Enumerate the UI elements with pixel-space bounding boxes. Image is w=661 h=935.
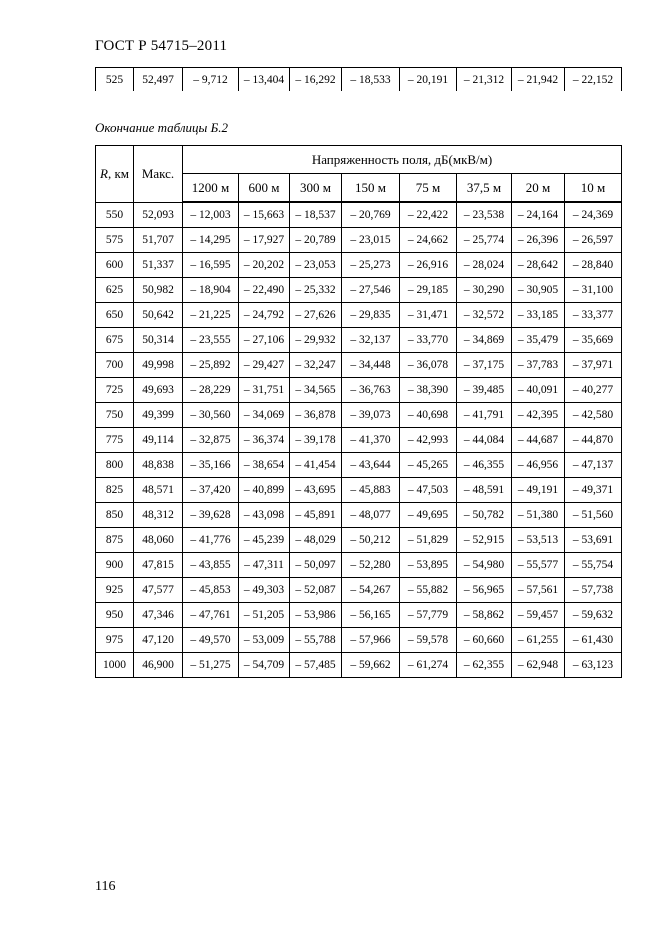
table-cell: 47,346 bbox=[134, 603, 183, 628]
table-cell: 48,571 bbox=[134, 478, 183, 503]
table-cell: 725 bbox=[96, 378, 134, 403]
table-cell: 975 bbox=[96, 628, 134, 653]
table-cell: – 22,152 bbox=[565, 68, 622, 92]
table-cell: – 16,595 bbox=[183, 253, 239, 278]
table-cell: – 59,457 bbox=[512, 603, 565, 628]
table-cell: – 48,077 bbox=[342, 503, 400, 528]
table-cell: – 39,628 bbox=[183, 503, 239, 528]
table-row bbox=[96, 303, 622, 328]
table-cell: 47,577 bbox=[134, 578, 183, 603]
table-cell: – 53,513 bbox=[512, 528, 565, 553]
table-cell: – 29,185 bbox=[400, 278, 457, 303]
table-row bbox=[96, 278, 622, 303]
table-cell: – 48,591 bbox=[457, 478, 512, 503]
table-cell: – 26,396 bbox=[512, 228, 565, 253]
table-cell: – 52,280 bbox=[342, 553, 400, 578]
table-cell: – 50,782 bbox=[457, 503, 512, 528]
table-cell: 46,900 bbox=[134, 653, 183, 678]
column-header-max: Макс. bbox=[134, 146, 183, 203]
table-cell: – 61,255 bbox=[512, 628, 565, 653]
page-number: 116 bbox=[95, 879, 116, 894]
table-cell: – 20,191 bbox=[400, 68, 457, 92]
table-cell: – 57,485 bbox=[290, 653, 342, 678]
table-cell: – 49,191 bbox=[512, 478, 565, 503]
table-cell: – 55,788 bbox=[290, 628, 342, 653]
table-cell: – 21,312 bbox=[457, 68, 512, 92]
table-cell: – 34,869 bbox=[457, 328, 512, 353]
table-row bbox=[96, 528, 622, 553]
table-cell: – 39,485 bbox=[457, 378, 512, 403]
table-cell: – 37,175 bbox=[457, 353, 512, 378]
table-cell: 47,815 bbox=[134, 553, 183, 578]
table-cell: 1000 bbox=[96, 653, 134, 678]
table-cell: – 44,870 bbox=[565, 428, 622, 453]
table-cell: – 51,205 bbox=[239, 603, 290, 628]
table-cell: – 36,878 bbox=[290, 403, 342, 428]
table-cell: – 32,247 bbox=[290, 353, 342, 378]
table-cell: 52,093 bbox=[134, 202, 183, 228]
table-cell: 675 bbox=[96, 328, 134, 353]
table-cell: – 59,578 bbox=[400, 628, 457, 653]
table-cell: 49,693 bbox=[134, 378, 183, 403]
table-cell: – 49,695 bbox=[400, 503, 457, 528]
table-cell: 650 bbox=[96, 303, 134, 328]
column-header-distance-r: R, км bbox=[96, 146, 134, 203]
table-cell: – 45,883 bbox=[342, 478, 400, 503]
table-cell: – 55,882 bbox=[400, 578, 457, 603]
table-cell: – 49,570 bbox=[183, 628, 239, 653]
table-cell: – 48,029 bbox=[290, 528, 342, 553]
table-cell: – 39,178 bbox=[290, 428, 342, 453]
table-cell: – 53,009 bbox=[239, 628, 290, 653]
column-header-distance: 75 м bbox=[400, 174, 457, 203]
table-cell: – 57,779 bbox=[400, 603, 457, 628]
table-cell: – 43,855 bbox=[183, 553, 239, 578]
table-cell: 49,998 bbox=[134, 353, 183, 378]
table-cell: 49,114 bbox=[134, 428, 183, 453]
table-cell: – 50,212 bbox=[342, 528, 400, 553]
column-header-distance: 600 м bbox=[239, 174, 290, 203]
table-cell: 700 bbox=[96, 353, 134, 378]
table-cell: 900 bbox=[96, 553, 134, 578]
table-cell: – 39,073 bbox=[342, 403, 400, 428]
table-cell: – 58,862 bbox=[457, 603, 512, 628]
table-cell: – 41,454 bbox=[290, 453, 342, 478]
table-cell: – 36,763 bbox=[342, 378, 400, 403]
table-cell: – 27,626 bbox=[290, 303, 342, 328]
table-cell: 950 bbox=[96, 603, 134, 628]
table-cell: – 53,895 bbox=[400, 553, 457, 578]
table-cell: – 57,738 bbox=[565, 578, 622, 603]
table-cell: 49,399 bbox=[134, 403, 183, 428]
table-cell: – 41,791 bbox=[457, 403, 512, 428]
table-cell: 50,314 bbox=[134, 328, 183, 353]
column-header-distance: 150 м bbox=[342, 174, 400, 203]
column-header-distance: 20 м bbox=[512, 174, 565, 203]
table-cell: – 30,290 bbox=[457, 278, 512, 303]
table-cell: – 23,555 bbox=[183, 328, 239, 353]
table-cell: – 47,137 bbox=[565, 453, 622, 478]
table-cell: – 51,275 bbox=[183, 653, 239, 678]
column-header-distance: 37,5 м bbox=[457, 174, 512, 203]
table-cell: – 36,078 bbox=[400, 353, 457, 378]
table-cell: – 33,377 bbox=[565, 303, 622, 328]
column-header-distance: 10 м bbox=[565, 174, 622, 203]
table-cell: 48,060 bbox=[134, 528, 183, 553]
table-cell: – 40,277 bbox=[565, 378, 622, 403]
table-cell: – 18,537 bbox=[290, 202, 342, 228]
table-cell: – 40,899 bbox=[239, 478, 290, 503]
table-cell: – 21,942 bbox=[512, 68, 565, 92]
table-cell: – 21,225 bbox=[183, 303, 239, 328]
table-cell: – 34,069 bbox=[239, 403, 290, 428]
table-row bbox=[96, 478, 622, 503]
table-cell: – 23,015 bbox=[342, 228, 400, 253]
table-cell: – 56,165 bbox=[342, 603, 400, 628]
table-cell: – 53,986 bbox=[290, 603, 342, 628]
table-caption: Окончание таблицы Б.2 bbox=[95, 120, 228, 135]
table-row bbox=[96, 328, 622, 353]
table-cell: – 30,905 bbox=[512, 278, 565, 303]
table-cell: – 9,712 bbox=[183, 68, 239, 92]
table-cell: – 61,274 bbox=[400, 653, 457, 678]
table-cell: – 45,891 bbox=[290, 503, 342, 528]
table-cell: 550 bbox=[96, 202, 134, 228]
table-cell: 775 bbox=[96, 428, 134, 453]
table-cell: 51,707 bbox=[134, 228, 183, 253]
table-cell: – 47,503 bbox=[400, 478, 457, 503]
table-cell: – 38,654 bbox=[239, 453, 290, 478]
table-cell: – 43,644 bbox=[342, 453, 400, 478]
table-cell: – 31,751 bbox=[239, 378, 290, 403]
table-cell: – 53,691 bbox=[565, 528, 622, 553]
table-cell: – 32,875 bbox=[183, 428, 239, 453]
table-cell: – 42,580 bbox=[565, 403, 622, 428]
table-cell: – 24,369 bbox=[565, 202, 622, 228]
table-cell: – 62,948 bbox=[512, 653, 565, 678]
table-cell: – 20,769 bbox=[342, 202, 400, 228]
table-cell: – 33,185 bbox=[512, 303, 565, 328]
table-row bbox=[96, 378, 622, 403]
table-cell: 825 bbox=[96, 478, 134, 503]
table-cell: 52,497 bbox=[134, 68, 183, 92]
table-cell: – 24,792 bbox=[239, 303, 290, 328]
document-header: ГОСТ Р 54715–2011 bbox=[95, 38, 228, 54]
table-cell: – 34,448 bbox=[342, 353, 400, 378]
table-cell: – 26,597 bbox=[565, 228, 622, 253]
table-cell: – 42,993 bbox=[400, 428, 457, 453]
table-cell: – 25,892 bbox=[183, 353, 239, 378]
table-cell: – 50,097 bbox=[290, 553, 342, 578]
table-cell: 48,838 bbox=[134, 453, 183, 478]
table-cell: – 20,789 bbox=[290, 228, 342, 253]
table-cell: – 33,770 bbox=[400, 328, 457, 353]
table-cell: – 44,084 bbox=[457, 428, 512, 453]
table-cell: – 57,561 bbox=[512, 578, 565, 603]
table-cell: – 18,533 bbox=[342, 68, 400, 92]
table-cell: – 34,565 bbox=[290, 378, 342, 403]
table-cell: 51,337 bbox=[134, 253, 183, 278]
table-cell: – 40,091 bbox=[512, 378, 565, 403]
table-cell: – 14,295 bbox=[183, 228, 239, 253]
table-cell: – 41,776 bbox=[183, 528, 239, 553]
table-row bbox=[96, 653, 622, 678]
table-cell: 525 bbox=[96, 68, 134, 92]
table-cell: 625 bbox=[96, 278, 134, 303]
table-cell: – 31,471 bbox=[400, 303, 457, 328]
table-cell: – 57,966 bbox=[342, 628, 400, 653]
table-cell: – 27,106 bbox=[239, 328, 290, 353]
table-cell: – 29,427 bbox=[239, 353, 290, 378]
continued-table-fragment bbox=[95, 67, 622, 91]
table-cell: – 28,024 bbox=[457, 253, 512, 278]
table-cell: – 37,783 bbox=[512, 353, 565, 378]
table-cell: – 45,239 bbox=[239, 528, 290, 553]
table-row bbox=[96, 353, 622, 378]
table-cell: – 25,332 bbox=[290, 278, 342, 303]
table-cell: – 59,662 bbox=[342, 653, 400, 678]
table-cell: – 63,123 bbox=[565, 653, 622, 678]
table-cell: – 32,137 bbox=[342, 328, 400, 353]
table-cell: – 18,904 bbox=[183, 278, 239, 303]
table-cell: 750 bbox=[96, 403, 134, 428]
table-cell: – 32,572 bbox=[457, 303, 512, 328]
table-cell: – 24,662 bbox=[400, 228, 457, 253]
table-cell: – 59,632 bbox=[565, 603, 622, 628]
table-cell: – 43,098 bbox=[239, 503, 290, 528]
table-cell: – 40,698 bbox=[400, 403, 457, 428]
table-cell: – 44,687 bbox=[512, 428, 565, 453]
table-cell: – 17,927 bbox=[239, 228, 290, 253]
column-header-distance: 300 м bbox=[290, 174, 342, 203]
table-cell: – 37,420 bbox=[183, 478, 239, 503]
field-strength-table bbox=[95, 145, 622, 678]
table-cell: – 22,422 bbox=[400, 202, 457, 228]
table-cell: – 28,229 bbox=[183, 378, 239, 403]
table-cell: – 16,292 bbox=[290, 68, 342, 92]
table-cell: 50,982 bbox=[134, 278, 183, 303]
table-cell: – 27,546 bbox=[342, 278, 400, 303]
table-cell: – 41,370 bbox=[342, 428, 400, 453]
table-cell: 600 bbox=[96, 253, 134, 278]
table-cell: – 29,835 bbox=[342, 303, 400, 328]
table-row bbox=[96, 68, 622, 92]
table-cell: – 55,577 bbox=[512, 553, 565, 578]
table-cell: – 61,430 bbox=[565, 628, 622, 653]
table-cell: – 49,303 bbox=[239, 578, 290, 603]
table-cell: – 23,538 bbox=[457, 202, 512, 228]
table-row bbox=[96, 403, 622, 428]
table-cell: 47,120 bbox=[134, 628, 183, 653]
table-cell: – 30,560 bbox=[183, 403, 239, 428]
table-row bbox=[96, 253, 622, 278]
table-row bbox=[96, 553, 622, 578]
table-cell: – 38,390 bbox=[400, 378, 457, 403]
column-header-distance: 1200 м bbox=[183, 174, 239, 203]
table-row bbox=[96, 628, 622, 653]
table-cell: – 47,311 bbox=[239, 553, 290, 578]
table-cell: – 20,202 bbox=[239, 253, 290, 278]
table-cell: – 35,669 bbox=[565, 328, 622, 353]
table-cell: – 36,374 bbox=[239, 428, 290, 453]
table-row bbox=[96, 578, 622, 603]
table-cell: – 42,395 bbox=[512, 403, 565, 428]
table-cell: – 51,560 bbox=[565, 503, 622, 528]
table-cell: – 37,971 bbox=[565, 353, 622, 378]
table-row bbox=[96, 428, 622, 453]
table-cell: – 35,479 bbox=[512, 328, 565, 353]
table-cell: – 47,761 bbox=[183, 603, 239, 628]
table-cell: – 45,853 bbox=[183, 578, 239, 603]
table-cell: 50,642 bbox=[134, 303, 183, 328]
table-cell: – 31,100 bbox=[565, 278, 622, 303]
table-cell: – 51,380 bbox=[512, 503, 565, 528]
table-cell: 800 bbox=[96, 453, 134, 478]
table-cell: – 13,404 bbox=[239, 68, 290, 92]
table-cell: – 35,166 bbox=[183, 453, 239, 478]
table-cell: – 56,965 bbox=[457, 578, 512, 603]
column-group-header: Напряженность поля, дБ(мкВ/м) bbox=[183, 146, 622, 174]
table-cell: – 52,087 bbox=[290, 578, 342, 603]
table-cell: – 60,660 bbox=[457, 628, 512, 653]
table-cell: 575 bbox=[96, 228, 134, 253]
table-row bbox=[96, 603, 622, 628]
table-cell: 875 bbox=[96, 528, 134, 553]
table-row bbox=[96, 228, 622, 253]
table-cell: – 29,932 bbox=[290, 328, 342, 353]
table-cell: – 46,355 bbox=[457, 453, 512, 478]
table-cell: 925 bbox=[96, 578, 134, 603]
table-cell: – 55,754 bbox=[565, 553, 622, 578]
table-cell: – 28,642 bbox=[512, 253, 565, 278]
table-cell: – 25,273 bbox=[342, 253, 400, 278]
table-cell: – 15,663 bbox=[239, 202, 290, 228]
table-cell: 48,312 bbox=[134, 503, 183, 528]
table-cell: – 54,980 bbox=[457, 553, 512, 578]
table-row bbox=[96, 453, 622, 478]
table-cell: 850 bbox=[96, 503, 134, 528]
table-row bbox=[96, 202, 622, 228]
table-cell: – 26,916 bbox=[400, 253, 457, 278]
table-cell: – 22,490 bbox=[239, 278, 290, 303]
table-cell: – 49,371 bbox=[565, 478, 622, 503]
table-cell: – 24,164 bbox=[512, 202, 565, 228]
table-cell: – 62,355 bbox=[457, 653, 512, 678]
table-cell: – 51,829 bbox=[400, 528, 457, 553]
table-cell: – 52,915 bbox=[457, 528, 512, 553]
table-cell: – 12,003 bbox=[183, 202, 239, 228]
table-cell: – 54,709 bbox=[239, 653, 290, 678]
table-cell: – 54,267 bbox=[342, 578, 400, 603]
table-cell: – 28,840 bbox=[565, 253, 622, 278]
table-cell: – 23,053 bbox=[290, 253, 342, 278]
table-row bbox=[96, 503, 622, 528]
table-cell: – 25,774 bbox=[457, 228, 512, 253]
table-cell: – 45,265 bbox=[400, 453, 457, 478]
table-cell: – 46,956 bbox=[512, 453, 565, 478]
table-cell: – 43,695 bbox=[290, 478, 342, 503]
